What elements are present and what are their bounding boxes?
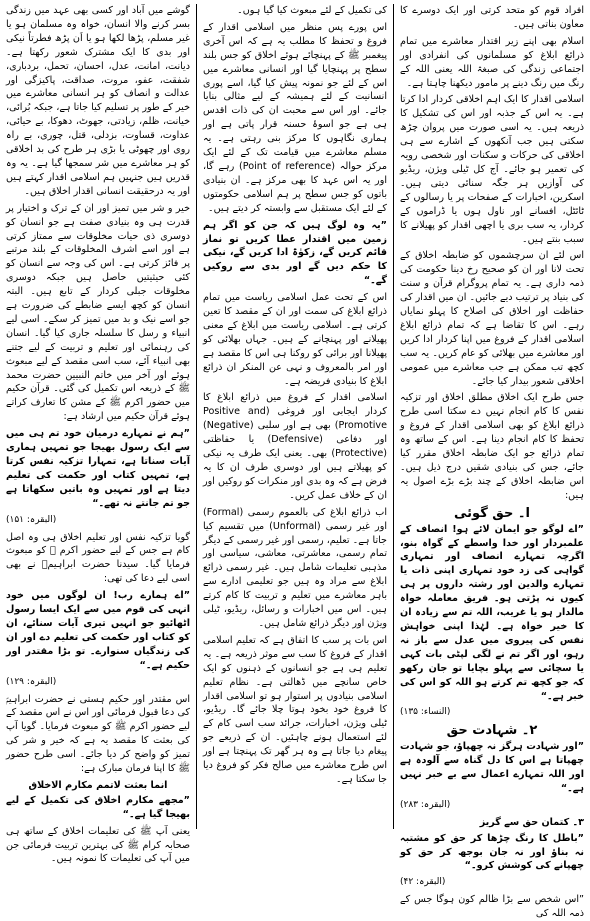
paragraph: اسلامی اقدار کے فروغ میں ذرائع ابلاغ کا کردار ایجابی اور فروغی (Positive and Promotive) بھی ہے اور سلبی (Negative) اور دفاعی (Defensive) یا حفاظتی (Protective) بھی۔ یعنی ایک طرف یہ نیکی کو پھیلاتے ہیں اور دوسری طرف ان کا یہ فرض ہے کہ وہ بدی اور منکرات کو روکیں اور ان کے خلاف عمل کریں۔ [203, 392, 388, 501]
column-left [400, 4, 584, 920]
paragraph: کی تکمیل کے لئے مبعوث کیا گیا ہوں۔ [237, 5, 387, 16]
quranic-quote: ”اے لوگو جو ایمان لائے ہو! انصاف کے علمبردار اور خدا واسطے کے گواہ بنو، اگرچہ تمہارے انصاف اور تمہاری گواہی کی زد خود تمہاری اپنی ذات یا تمہارے والدین اور رشتہ داروں پر ہی کیوں نہ پڑتی ہو۔ فریق معاملہ خواہ مالدار ہو یا غریب، اللہ تم سے زیادہ ان کا خیر خواہ ہے۔ لہٰذا اپنی خواہش نفس کی پیروی میں عدل سے باز نہ رہو، اور اگر تم نے لگی لپٹی بات کہی یا سچائی سے پہلو بچایا تو جان رکھو کہ جو کچھ تم کرتے ہو اللہ کو اس کی خبر ہے۔“ [400, 523, 584, 702]
paragraph: اس پورے پس منظر میں اسلامی اقدار کے فروغ و تحفظ کا مطلب یہ ہے کہ اس آخری پیغمبر ﷺ کے پہنچائے ہوئے اخلاق کو جس بلند سطح پر پہنچایا گیا اور انسانی معاشرے میں اس کے لئے جو نمونہ پیش کیا گیا، اسے پوری انسانیت کے لئے ہمیشہ کے لیے مثالی بنایا جائے۔ اور اس سے محبت ان کی ذات اقدس ہی ہے جو اسوۂ حسنہ قرار پاتی ہے اور ہماری نگاہوں کا مرکز بنی رہتی ہے۔ یہ مسلم معاشرے میں قیامت تک کے لئے ایک مرکز حوالہ (Point of reference) رہے گا، اور یہ اس عہد کا بھی مرکز ہے۔ ان بنیادی باتوں کو جس سطح پر ہم اسلامی حکومتوں کے لئے ایک مستقبل سے وابستہ کر دیتے ہیں۔ [203, 21, 387, 214]
paragraph: اس مقتدر اور حکیم ہستی نے حضرت ابراہیمؑ کی دعا قبول فرمائی اور اس نے اس مقصد کے لیے حضور اکرم ﷺ کو مبعوث فرمایا۔ گویا آپ کی بعثت کا مقصد یہ ہے کہ خیر و شر کی تمیز کو واضح کر دیا جائے۔ اسی طرح حضور ﷺ کا اپنا فرمان مبارک ہے: [6, 693, 190, 775]
paragraph: ”اس شخص سے بڑا ظالم کون ہوگا جس کے ذمہ اللہ کی [400, 894, 584, 920]
citation: (البقرہ: ۲۸۳) [400, 799, 451, 810]
citation: (البقرہ: ۱۵۱) [6, 514, 57, 525]
paragraph: اس بات پر سب کا اتفاق ہے کہ تعلیم اسلامی اقدار کے فروغ کا سب سے موثر ذریعہ ہے۔ یہ تعلیم ہی ہے جو انسانوں کے ذہنوں کو ایک خاص سانچے میں ڈھالتی ہے۔ نظام تعلیم اسلامی بنیادوں پر استوار ہو تو اسلامی اقدار کا فروغ خود بخود ہوتا چلا جائے گا۔ ریڈیو، ٹیلی ویژن، اخبارات، جرائد سب اسی کام کے لئے استعمال ہونے چاہئیں۔ ان کے ذریعے جو پیغام دیا جاتا ہے وہ ہر گھر تک پہنچتا ہے اور اس طرح معاشرے میں صالح فکر کو فروغ دیا جا سکتا ہے۔ [203, 634, 387, 785]
column-divider [393, 4, 394, 829]
quranic-quote: ”باطل کا رنگ چڑھا کر حق کو مشتبہ نہ بناؤ اور نہ جان بوجھ کر حق کو چھپانے کی کوشش کرو۔“ [400, 832, 584, 872]
paragraph: اب ذرائع ابلاغ کی بالعموم رسمی (Formal) اور غیر رسمی (Unformal) میں تقسیم کیا جاتا ہے۔ تعلیم، رسمی اور غیر رسمی کے دیگر تمام رسمی، معاشرتی، معاشی، سیاسی اور مذہبی تعلیمات شامل ہیں۔ غیر رسمی ذرائع ابلاغ سے مراد وہ ہیں جو تعلیمی ادارے سے باہر معاشرے میں تعلیم و تربیت کا کام کرتے ہیں۔ اس میں اخبارات و رسائل، ریڈیو، ٹیلی ویژن اور دیگر ذرائع شامل ہیں۔ [203, 506, 387, 629]
paragraph: اس لئے ان سرچشموں کو ضابطہ اخلاق کے تحت لانا اور ان کو صحیح رخ دینا حکومت کی ذمہ داری ہے۔ یہ تمام پروگرام قرآن و سنت کی بنیاد پر ترتیب دیے جائیں۔ ان میں اقدار کی حفاظت اور اخلاق کی اصلاح کا پہلو نمایاں رہے۔ اس کا تقاضا ہے کہ تمام ذرائع ابلاغ اسلامی اقدار کے فروغ میں اپنا کردار ادا کریں اور معاشرے میں بھلائی کو عام کریں۔ یہ سب کچھ تب ممکن ہے جب معاشرے میں عمومی اخلاقی شعور بیدار کیا جائے۔ [400, 250, 584, 387]
paragraph: اسلام بھی اپنے زیر اقتدار معاشرے میں تمام ذرائع ابلاغ کو مسلمانوں کی انفرادی اور اجتماعی زندگی کی صبغۃ اللہ یعنی اللہ کے رنگ میں رنگ دینے پر مامور دیکھنا چاہتا ہے۔ [400, 35, 584, 89]
paragraph: اس کے تحت عمل اسلامی ریاست میں تمام ذرائع ابلاغ کی سمت اور ان کے مقصد کا تعین کرتی ہے۔ اسلامی ریاست میں ابلاغ کے معنی پھیلانے اور پہنچانے کے ہیں۔ جہاں بھلائی کو پھیلانا اور برائی کو روکنا ہی اس کا مقصد ہے اور امر بالمعروف و نہی عن المنکر ان ذرائع ابلاغ کا بنیادی فریضہ ہے۔ [203, 292, 387, 387]
paragraph: خیر و شر میں تمیز اور ان کے ترک و اختیار پر قدرت ہی وہ بنیادی صفت ہے جو انسان کو دوسری ذی حیات مخلوقات سے ممتاز کرتی ہے اور اسے اشرف المخلوقات کے بلند مرتبے پر فائز کرتی ہے۔ اس کی وجہ سے انسان کو کئی حیثیتیں حاصل ہیں جبکہ دوسری مخلوقات جبلی کردار کے تابع ہیں۔ البتہ انسان کو کچھ ایسے ضابطے کی ضرورت ہے جو اسے نیک و بد میں تمیز کر سکے۔ اسی لیے انبیاء و رسل کا سلسلہ جاری کیا گیا۔ انسان کی رہنمائی اور تعلیم و تربیت کے لیے جتنے بھی انبیاء آئے، سب اسی مقصد کے لیے مبعوث ہوئے اور آخر میں خاتم النبیین حضرت محمد ﷺ کے ذریعہ اس تکمیل کی گئی۔ قرآن حکیم میں حضور اکرم ﷺ کے مشن کا تعارف کراتے ہوئے قرآن حکیم میں ارشاد ہے: [6, 202, 190, 423]
quranic-quote: ”یہ وہ لوگ ہیں کہ جن کو اگر ہم زمین میں اقتدار عطا کریں تو نماز قائم کریں گے، زکوٰۃ ادا کریں گے، نیکی کا حکم دیں گے اور بدی سے روکیں گے۔“ [203, 219, 387, 287]
hadith-translation: ”مجھے مکارم اخلاق کی تکمیل کے لیے بھیجا گیا ہے۔“ [6, 794, 190, 820]
hadith-arabic: انما بعثت لاتمم مکارم الاخلاق [28, 779, 168, 791]
column-right [6, 4, 190, 865]
section-heading-truthfulness: ا۔ حق گوئی [454, 505, 530, 521]
quranic-quote: ”اور شہادت ہرگز نہ چھپاؤ، جو شہادت چھپاتا ہے اس کا دل گناہ سے آلودہ ہے اور اللہ تمہارے اعمال سے بے خبر نہیں ہے۔“ [400, 741, 584, 794]
section-heading-concealment: ۳۔ کتمان حق سے گریز [479, 816, 584, 828]
column-divider [196, 4, 197, 829]
citation: (البقرہ: ۱۲۹) [6, 676, 57, 687]
paragraph: جس طرح ایک اخلاق مطلق اخلاق اور تزکیہ نفس کا کام انجام نہیں دے سکتا اسی طرح ذرائع ابلاغ کو بھی اسلامی اقدار کے فروغ و تحفظ کا کام انجام دینا ہے۔ اس کے ساتھ وہ تمام ذرائع جو ایک ضابطہ اخلاق مقرر کیا جائے، جس کی بنیادی شقیں درج ذیل ہیں۔ اس ضابطہ اخلاق کے چند بڑے بڑے اصول یہ ہیں: [400, 392, 584, 501]
column-middle [203, 4, 387, 829]
paragraph: گویا تزکیہ نفس اور تعلیم اخلاق ہی وہ اصل کام ہے جس کے لیے حضور اکرم ﷺ کو مبعوث فرمایا گیا۔ سیدنا حضرت ابراہیمؑ نے بھی اسی لیے دعا کی تھی: [6, 531, 190, 585]
citation: (البقرہ: ۴۲) [400, 877, 446, 888]
paragraph: یعنی آپ ﷺ کی تعلیمات اخلاق کے ساتھ ہی صحابہ کرام ﷺ کی بہترین تربیت فرمائی جن میں آپ کی تعلیمات کا نمونہ ہیں۔ [6, 825, 190, 865]
quranic-quote: ”اے ہمارے رب! ان لوگوں میں خود انہی کی قوم میں سے ایک ایسا رسول اٹھائیو جو انہیں تیری آیات سنائے، ان کو کتاب اور حکمت کی تعلیم دے اور ان کی زندگیاں سنوارے۔ تو بڑا مقتدر اور حکیم ہے۔“ [6, 590, 190, 671]
section-heading-testimony: ۲۔ شہادت حق [446, 723, 538, 739]
paragraph: گوشے میں آباد اور کسی بھی عہد میں زندگی بسر کرنے والا انسان، خواہ وہ مسلمان ہو یا غیر مسلم، پڑھا لکھا ہو یا اَن پڑھ فطرتاً نیکی اور بدی کا ایک مشترک شعور رکھتا ہے۔ دیانت، امانت، عدل، احسان، تحمل، بردباری، شفقت، عفو، مروت، صداقت، پاکیزگی اور عدالت و انصاف کو ہر انسانی معاشرے میں خیر کے طور پر تسلیم کیا جاتا ہے، جبکہ بُرائی، خیانت، ظلم، زیادتی، جھوٹ، دھوکا، بے حیائی، عداوت، قساوت، بزدلی، قتل، چوری، بے راہ روی اور چھوٹی یا بڑی ہر طرح کی بد اخلاقی کو ہر معاشرے میں شر سمجھا گیا ہے۔ یہ وہ قدریں ہیں جنہیں ہم اسلامی اقدار کہتے ہیں اور یہ درحقیقت انسانی اقدار اخلاق ہیں۔ [6, 5, 190, 197]
paragraph: اسلامی اقدار کا ایک اہم اخلاقی کردار ادا کرتا ہے۔ یہ اس کے جذبہ اور اس کی تشکیل کا ذریعہ ہیں۔ یہ اسی صورت میں پروان چڑھ سکتی ہیں جب آنکھوں کے اشارے سے ہی اخلاقی کی حرکات و سکنات اور شخصی رویہ کی تعمیر ہو جائے۔ آج کل ٹیلی ویژن، ریڈیو کی آوازیں ہر جگہ سنائی دیتی ہیں۔ اسکرین، اخبارات کے صفحات پر یا رسالوں کے ٹائٹل، افسانے اور ناول ہوں یا ڈراموں کے کردار، یہ سب بری یا اچھی اقدار کو پھیلانے کا سبب بنتے ہیں۔ [400, 94, 584, 245]
citation: (النساء: ۱۳۵) [400, 707, 451, 718]
paragraph: افراد قوم کو متحد کرتی اور ایک دوسرے کا معاون بناتی ہیں۔ [400, 5, 584, 30]
quranic-quote: ”ہم نے تمہارے درمیان خود تم ہی میں سے ایک رسول بھیجا جو تمہیں ہماری آیات سناتا ہے، تمہارا تزکیہ نفس کرتا ہے، تمہیں کتاب اور حکمت کی تعلیم دیتا ہے اور تمہیں وہ باتیں سکھاتا ہے جو تم جانتے نہ تھے۔“ [6, 428, 190, 509]
